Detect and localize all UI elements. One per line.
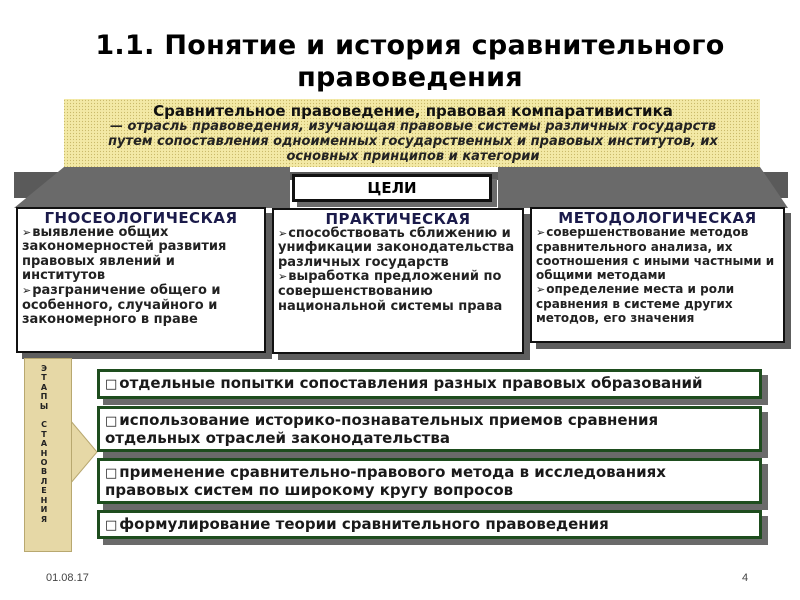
stage-item-4: □ формулирование теории сравнительного правоведения [97,510,762,539]
page-number: 4 [742,572,749,584]
card-item: ➢ способствовать сближению и унификации законодательства различных государств [278,227,518,271]
banner-term: Сравнительное правоведение, правовая компаративистика [153,102,673,120]
goals-label: ЦЕЛИ [292,174,492,202]
stages-sidebar-label: Э Т А П Ы С Т А Н О В Л Е Н И Я [39,364,49,524]
card-item: ➢ совершенствование методов сравнительного анализа, их соотношения с иными частными и общими методами [536,225,779,282]
card-practical [272,208,524,354]
funnel-right [498,167,788,208]
card-heading: ПРАКТИЧЕСКАЯ [325,210,471,228]
title-line-2: правоведения [297,62,523,93]
stage-item-3: □ применение сравнительно-правового метода в исследованиях правовых систем по широкому кругу вопросов [97,458,762,504]
card-item: ➢ разграничение общего и особенного, случайного и закономерного в праве [22,284,260,328]
card-item: ➢ определение места и роли сравнения в системе других методов, его значения [536,282,779,325]
stage-item-2: □ использование историко-познавательных приемов сравнения отдельных отраслей законодательства [97,406,762,452]
definition-banner [88,104,738,164]
title-line-1: 1.1. Понятие и история сравнительного [95,30,725,61]
stage-item-1: □ отдельные попытки сопоставления разных правовых образований [97,369,762,399]
card-gnoseological [16,207,266,353]
card-methodological [530,207,785,343]
card-heading: МЕТОДОЛОГИЧЕСКАЯ [558,209,757,227]
footer-date: 01.08.17 [46,572,89,584]
banner-definition: — отрасль правоведения, изучающая правовые системы различных государств путем сопоставления одноименных государственных и правовых институтов, их основных принципов и категории [108,119,718,164]
card-item: ➢ выявление общих закономерностей развития правовых явлений и институтов [22,226,260,284]
card-item: ➢ выработка предложений по совершенствованию национальной системы права [278,270,518,314]
card-heading: ГНОСЕОЛОГИЧЕСКАЯ [44,209,238,227]
stages-arrow [70,420,97,484]
